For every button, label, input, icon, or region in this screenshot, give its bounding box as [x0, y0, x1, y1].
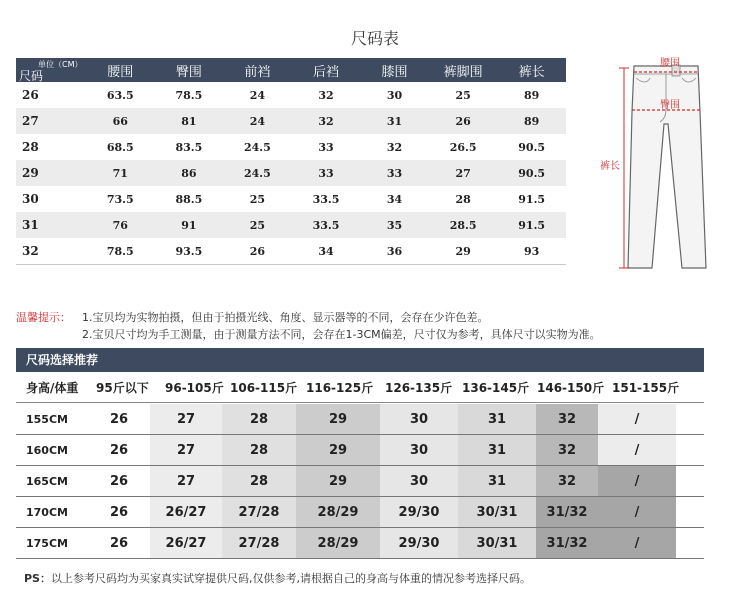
weight-header: 96-105斤 — [165, 381, 224, 395]
table-spacer — [676, 435, 704, 466]
recommend-row — [16, 435, 704, 466]
measurement-cell: 34 — [292, 238, 361, 265]
size-chart-header — [16, 58, 566, 82]
size-recommendation-cell: 32 — [536, 404, 598, 435]
measurement-cell: 89 — [497, 82, 566, 108]
size-recommendation-cell: 29/30 — [380, 528, 458, 559]
measurement-cell: 76 — [86, 212, 155, 238]
size-cell: 30 — [16, 186, 86, 212]
measurement-cell: 33 — [292, 160, 361, 186]
recommend-row — [16, 497, 704, 528]
size-recommendation-cell: 31/32 — [536, 528, 598, 559]
size-recommendation-cell: 27/28 — [222, 528, 296, 559]
size-recommendation-cell: 28 — [222, 466, 296, 497]
size-cell: 32 — [16, 238, 86, 265]
size-row — [16, 160, 566, 186]
pants-outline-icon — [628, 66, 706, 268]
column-header-length: 裤长 — [497, 58, 566, 82]
measurement-cell: 33 — [292, 134, 361, 160]
size-recommendation-cell: / — [598, 404, 676, 435]
size-recommendation-cell: / — [598, 528, 676, 559]
weight-header: 151-155斤 — [612, 381, 680, 395]
size-recommendation-cell: 26 — [88, 466, 150, 497]
unit-label: 单位（CM） — [38, 60, 83, 69]
size-recommendation-cell: 31/32 — [536, 497, 598, 528]
height-cell: 160CM — [16, 435, 88, 466]
measurement-cell: 91.5 — [497, 212, 566, 238]
weight-header: 95斤以下 — [96, 381, 149, 395]
recommend-row — [16, 528, 704, 559]
measurement-cell: 32 — [292, 82, 361, 108]
measurement-cell: 24 — [223, 108, 292, 134]
measurement-cell: 24 — [223, 82, 292, 108]
tips-line-2: 2.宝贝尺寸均为手工测量，由于测量方法不同，会存在1-3CM偏差，尺寸仅为参考，具体尺寸以实物为准。 — [82, 328, 601, 341]
measurement-cell: 66 — [86, 108, 155, 134]
measurement-cell: 25 — [223, 212, 292, 238]
measurement-cell: 33.5 — [292, 212, 361, 238]
size-cell: 27 — [16, 108, 86, 134]
measurement-cell: 91 — [155, 212, 224, 238]
measurement-cell: 34 — [360, 186, 429, 212]
hip-label: 臀围 — [660, 100, 680, 111]
height-cell: 155CM — [16, 404, 88, 435]
column-header-front-rise: 前裆 — [223, 58, 292, 82]
page-title: 尺码表 — [350, 29, 399, 48]
measurement-cell: 30 — [360, 82, 429, 108]
table-spacer — [676, 528, 704, 559]
weight-header: 136-145斤 — [462, 381, 530, 395]
size-column-label: 尺码 — [19, 69, 44, 83]
weight-header: 116-125斤 — [306, 381, 374, 395]
measurement-cell: 93.5 — [155, 238, 224, 265]
size-row — [16, 212, 566, 238]
measurement-cell: 24.5 — [223, 134, 292, 160]
measurement-cell: 26.5 — [429, 134, 498, 160]
size-recommendation-cell: 31 — [458, 466, 536, 497]
size-row — [16, 186, 566, 212]
measurement-cell: 71 — [86, 160, 155, 186]
size-recommendation-cell: 26/27 — [150, 528, 222, 559]
size-recommendation-cell: 27/28 — [222, 497, 296, 528]
measurement-cell: 73.5 — [86, 186, 155, 212]
measurement-cell: 89 — [497, 108, 566, 134]
measurement-cell: 28.5 — [429, 212, 498, 238]
size-recommendation-cell: 29 — [296, 435, 380, 466]
measurement-cell: 29 — [429, 238, 498, 265]
weight-header: 146-150斤 — [537, 381, 605, 395]
tips-heading: 温馨提示： — [16, 311, 71, 324]
length-label: 裤长 — [600, 161, 620, 172]
recommend-table — [16, 404, 704, 559]
recommend-table-body — [16, 404, 704, 559]
measurement-cell: 26 — [223, 238, 292, 265]
height-cell: 175CM — [16, 528, 88, 559]
size-recommendation-cell: 28/29 — [296, 497, 380, 528]
measurement-cell: 28 — [429, 186, 498, 212]
measurement-cell: 25 — [223, 186, 292, 212]
size-recommendation-cell: 30/31 — [458, 528, 536, 559]
column-header-knee: 膝围 — [360, 58, 429, 82]
column-header-hip: 臀围 — [155, 58, 224, 82]
size-recommendation-cell: 31 — [458, 435, 536, 466]
recommend-header-row — [16, 376, 704, 403]
size-chart-corner — [16, 58, 86, 82]
measurement-cell: 91.5 — [497, 186, 566, 212]
size-recommendation-cell: 30 — [380, 404, 458, 435]
measurement-cell: 78.5 — [155, 82, 224, 108]
size-recommendation-cell: 26/27 — [150, 497, 222, 528]
tips-line-1: 1.宝贝均为实物拍摄，但由于拍摄光线、角度、显示器等的不同，会存在少许色差。 — [82, 311, 489, 324]
size-cell: 29 — [16, 160, 86, 186]
measurement-cell: 31 — [360, 108, 429, 134]
pants-diagram — [600, 52, 730, 277]
waist-label: 腰围 — [660, 58, 680, 69]
column-header-leg-opening: 裤脚围 — [429, 58, 498, 82]
size-recommendation-cell: 28 — [222, 404, 296, 435]
size-recommendation-cell: 29 — [296, 466, 380, 497]
measurement-cell: 32 — [292, 108, 361, 134]
height-cell: 165CM — [16, 466, 88, 497]
size-chart-table — [16, 58, 566, 265]
size-recommendation-cell: 27 — [150, 466, 222, 497]
measurement-cell: 68.5 — [86, 134, 155, 160]
size-row — [16, 238, 566, 265]
size-row — [16, 134, 566, 160]
measurement-cell: 32 — [360, 134, 429, 160]
measurement-cell: 35 — [360, 212, 429, 238]
ps-note — [24, 570, 531, 586]
measurement-cell: 90.5 — [497, 134, 566, 160]
size-recommendation-cell: 26 — [88, 497, 150, 528]
size-cell: 31 — [16, 212, 86, 238]
size-recommendation-cell: 29/30 — [380, 497, 458, 528]
size-recommendation-cell: 26 — [88, 528, 150, 559]
size-recommendation-cell: 26 — [88, 435, 150, 466]
size-recommendation-cell: 26 — [88, 404, 150, 435]
weight-header: 126-135斤 — [385, 381, 453, 395]
measurement-cell: 25 — [429, 82, 498, 108]
recommend-corner-label: 身高/体重 — [26, 381, 79, 395]
ps-text: 以上参考尺码均为买家真实试穿提供尺码,仅供参考,请根据自己的身高与体重的情况参考选择尺码。 — [50, 572, 531, 585]
size-recommendation-cell: 30 — [380, 466, 458, 497]
size-recommendation-cell: 29 — [296, 404, 380, 435]
table-spacer — [676, 497, 704, 528]
measurement-cell: 88.5 — [155, 186, 224, 212]
size-cell: 28 — [16, 134, 86, 160]
size-recommendation-cell: / — [598, 466, 676, 497]
measurement-cell: 33 — [360, 160, 429, 186]
measurement-cell: 33.5 — [292, 186, 361, 212]
measurement-cell: 26 — [429, 108, 498, 134]
size-recommendation-cell: 31 — [458, 404, 536, 435]
size-recommendation-cell: 32 — [536, 435, 598, 466]
size-recommendation-cell: 30 — [380, 435, 458, 466]
column-header-waist: 腰围 — [86, 58, 155, 82]
recommend-row — [16, 466, 704, 497]
size-recommendation-cell: 27 — [150, 404, 222, 435]
measurement-cell: 90.5 — [497, 160, 566, 186]
column-header-back-rise: 后裆 — [292, 58, 361, 82]
size-recommendation-cell: / — [598, 435, 676, 466]
measurement-cell: 36 — [360, 238, 429, 265]
measurement-cell: 78.5 — [86, 238, 155, 265]
size-chart-body — [16, 82, 566, 265]
size-recommendation-cell: 28 — [222, 435, 296, 466]
size-cell: 26 — [16, 82, 86, 108]
measurement-cell: 86 — [155, 160, 224, 186]
measurement-cell: 63.5 — [86, 82, 155, 108]
recommend-title-bar: 尺码选择推荐 — [16, 348, 704, 372]
weight-header: 106-115斤 — [230, 381, 298, 395]
size-recommendation-cell: 28/29 — [296, 528, 380, 559]
table-spacer — [676, 404, 704, 435]
measurement-cell: 24.5 — [223, 160, 292, 186]
recommend-row — [16, 404, 704, 435]
size-recommendation-cell: 27 — [150, 435, 222, 466]
height-cell: 170CM — [16, 497, 88, 528]
size-recommendation-cell: 30/31 — [458, 497, 536, 528]
table-spacer — [676, 466, 704, 497]
measurement-cell: 27 — [429, 160, 498, 186]
size-row — [16, 108, 566, 134]
size-recommendation-cell: / — [598, 497, 676, 528]
measurement-cell: 81 — [155, 108, 224, 134]
size-row — [16, 82, 566, 108]
measurement-cell: 83.5 — [155, 134, 224, 160]
size-recommendation-cell: 32 — [536, 466, 598, 497]
measurement-cell: 93 — [497, 238, 566, 265]
ps-label: PS： — [24, 572, 51, 585]
